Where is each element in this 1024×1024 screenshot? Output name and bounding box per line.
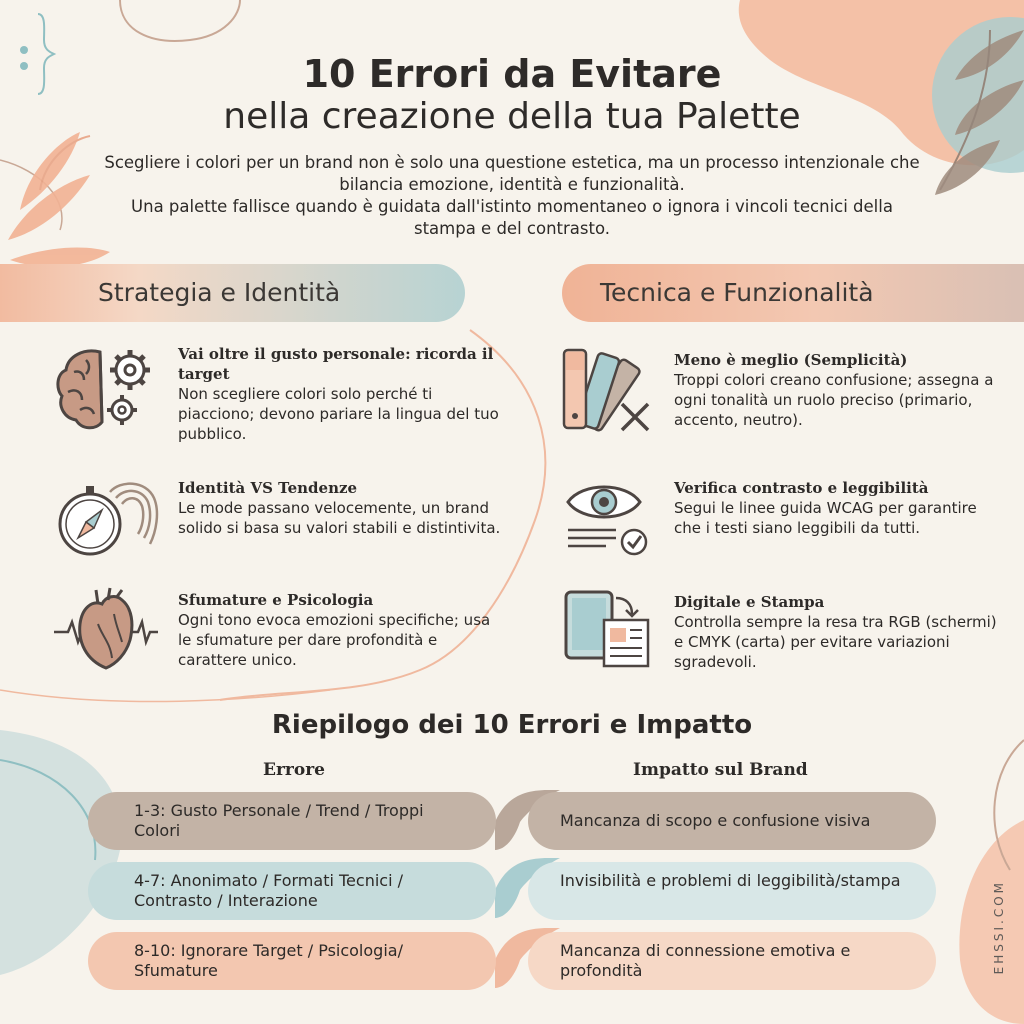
item-text-psychology: Ogni tono evoca emozioni specifiche; usa le sfumature per dare profondità e carattere unico. <box>178 611 491 669</box>
column-header-impact: Impatto sul Brand <box>633 760 808 780</box>
page-subtitle: nella creazione della tua Palette <box>223 96 801 137</box>
item-text-contrast: Segui le linee guida WCAG per garantire che i testi siano leggibili da tutti. <box>674 499 977 537</box>
eye-check-icon <box>562 478 658 558</box>
summary-error-row-1: 1-3: Gusto Personale / Trend / Troppi Colori <box>88 792 496 850</box>
item-title-identity-trends: Identità VS Tendenze <box>178 479 358 497</box>
intro-paragraph-2: Una palette fallisce quando è guidata dall'istinto momentaneo o ignora i vincoli tecnici della stampa e del contrasto. <box>131 197 893 238</box>
item-text-simplicity: Troppi colori creano confusione; assegna a ogni tonalità un ruolo preciso (primario, accento, neutro). <box>674 371 994 429</box>
summary-impact-row-1: Mancanza di scopo e confusione visiva <box>528 792 936 850</box>
summary-error-row-2: 4-7: Anonimato / Formati Tecnici / Contrasto / Interazione <box>88 862 496 920</box>
item-text-identity-trends: Le mode passano velocemente, un brand solido si basa su valori stabili e distintivita. <box>178 499 501 537</box>
summary-impact-row-3: Mancanza di connessione emotiva e profondità <box>528 932 936 990</box>
section-header-strategy: Strategia e Identità <box>0 264 465 322</box>
item-title-simplicity: Meno è meglio (Semplicità) <box>674 351 908 369</box>
compass-fingerprint-icon <box>50 472 162 562</box>
column-header-error: Errore <box>263 760 325 780</box>
summary-title: Riepilogo dei 10 Errori e Impatto <box>271 710 753 740</box>
section-header-technical: Tecnica e Funzionalità <box>562 264 1024 322</box>
item-title-personal-taste: Vai oltre il gusto personale: ricorda il target <box>178 345 494 383</box>
item-title-contrast: Verifica contrasto e leggibilità <box>674 479 929 497</box>
item-title-digital-print: Digitale e Stampa <box>674 593 825 611</box>
heart-pulse-icon <box>50 584 162 676</box>
summary-impact-row-2: Invisibilità e problemi di leggibilità/stampa <box>528 862 936 920</box>
summary-error-row-3: 8-10: Ignorare Target / Psicologia/ Sfumature <box>88 932 496 990</box>
swatches-cross-icon <box>558 344 658 436</box>
brand-watermark: EHSSI.COM <box>992 880 1006 975</box>
page-title: 10 Errori da Evitare <box>302 52 722 96</box>
item-title-psychology: Sfumature e Psicologia <box>178 591 374 609</box>
brain-gears-icon <box>54 344 158 436</box>
intro-paragraph-1: Scegliere i colori per un brand non è solo una questione estetica, ma un processo intenzionale che bilancia emozione, identità e funzionalità. <box>104 153 920 194</box>
item-text-digital-print: Controlla sempre la resa tra RGB (schermi) e CMYK (carta) per evitare variazioni sgradevoli. <box>674 613 997 671</box>
tablet-print-icon <box>562 588 658 672</box>
item-text-personal-taste: Non scegliere colori solo perché ti piacciono; devono pariare la lingua del tuo pubblico. <box>178 385 499 443</box>
